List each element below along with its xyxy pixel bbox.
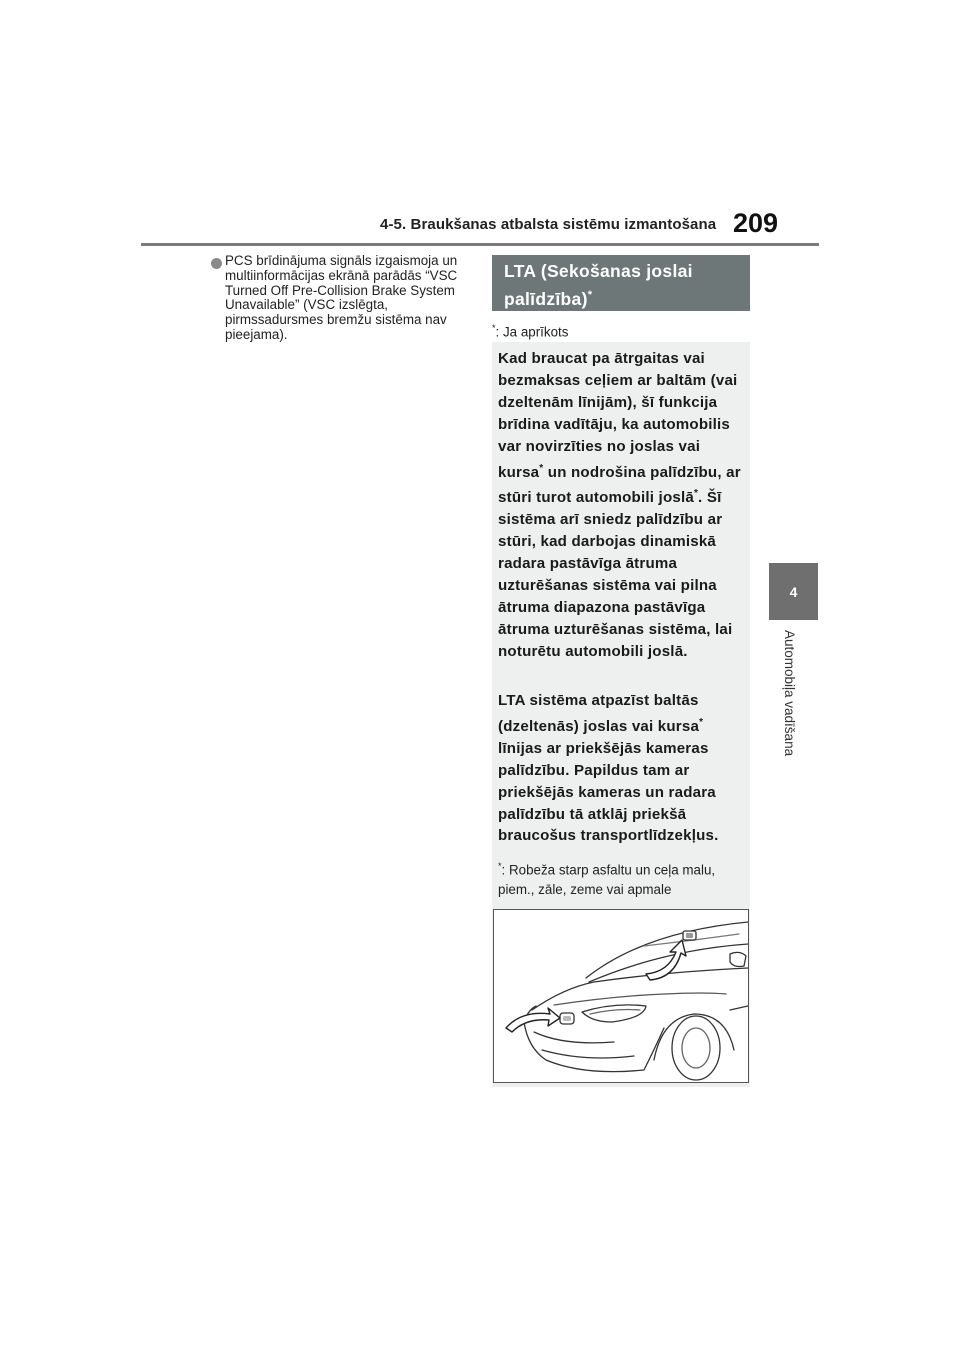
footnote-text: : Robeža starp asfaltu un ceļa malu, piem., zāle, zeme vai apmale bbox=[498, 862, 716, 898]
equipped-note-text: : Ja aprīkots bbox=[495, 324, 569, 340]
upper-grille bbox=[534, 1032, 614, 1043]
info-para-2-part-b: līnijas ar priekšējās kameras palīdzību. Papildus tam ar priekšējās kameras un radara palīdzību tā atklāj priekšā braucošus transportlīdzekļus. bbox=[498, 739, 719, 845]
equipped-note bbox=[492, 323, 568, 339]
info-para-2-asterisk: * bbox=[699, 716, 704, 728]
info-para-1-asterisk-2: * bbox=[693, 488, 699, 500]
info-para-1-part-c: . Šī sistēma arī sniedz palīdzību ar stūri, kad darbojas dinamiskā radara pastāvīga ātruma uzturēšanas sistēma vai pilna ātruma diapazona pastāvīga ātruma uzturēšanas sistēma, lai noturētu automobili joslā. bbox=[498, 489, 733, 660]
car-front-image bbox=[494, 910, 748, 1082]
front-wheel-arch bbox=[654, 1014, 734, 1060]
front-bumper bbox=[524, 1022, 664, 1072]
headlight-detail bbox=[590, 1010, 640, 1015]
lta-heading-text: LTA (Sekošanas joslai palīdzība) bbox=[504, 261, 693, 309]
side-mirror bbox=[730, 952, 746, 966]
section-title: 4-5. Braukšanas atbalsta sistēmu izmantošana bbox=[380, 216, 717, 233]
radar-sensor-core bbox=[563, 1016, 571, 1021]
front-wheel bbox=[672, 1016, 720, 1080]
chapter-title: Automobiļa vadīšana bbox=[782, 630, 797, 757]
lta-section-heading bbox=[492, 255, 750, 311]
info-para-2-part-a: LTA sistēma atpazīst baltās (dzeltenās) joslas vai kursa bbox=[498, 692, 700, 735]
chapter-tab bbox=[769, 563, 818, 620]
chapter-label-wrap bbox=[782, 630, 806, 830]
info-para-1-part-a: Kad braucat pa ātrgaitas vai bezmaksas ceļiem ar baltām (vai dzeltenām līnijām), šī funkcija brīdina vadītāju, ka automobilis var novirzīties no joslas vai kursa bbox=[498, 350, 738, 481]
bullet-text: PCS brīdinājuma signāls izgaismoja un multiinformācijas ekrānā parādās “VSC Turned Off Pre-Collision Brake System Unavailable” (VSC izslēgta, pirmssadursmes bremžu sistēma nav pieejama). bbox=[225, 253, 458, 342]
footnote-asterisk: * bbox=[498, 861, 502, 871]
chapter-number: 4 bbox=[789, 583, 798, 600]
info-paragraph-1 bbox=[498, 348, 744, 663]
info-para-1-asterisk-1: * bbox=[539, 462, 544, 474]
info-paragraph-2 bbox=[498, 690, 744, 847]
arrow-to-radar-icon bbox=[506, 1008, 560, 1032]
footnote bbox=[498, 856, 746, 900]
side-body-line bbox=[730, 1006, 748, 1010]
lower-grille bbox=[542, 1050, 634, 1058]
car-illustration bbox=[493, 909, 749, 1083]
lta-heading-asterisk: * bbox=[587, 289, 593, 301]
front-camera-lens bbox=[686, 933, 693, 938]
info-para-1-part-b: un nodrošina palīdzību, ar stūri turot automobili joslā bbox=[498, 463, 741, 507]
page-number: 209 bbox=[733, 208, 779, 238]
front-wheel-hub bbox=[682, 1028, 710, 1068]
equipped-asterisk: * bbox=[492, 323, 496, 333]
hood-crease bbox=[554, 993, 726, 1005]
header-rule bbox=[141, 243, 819, 246]
bullet-dot bbox=[211, 258, 222, 269]
